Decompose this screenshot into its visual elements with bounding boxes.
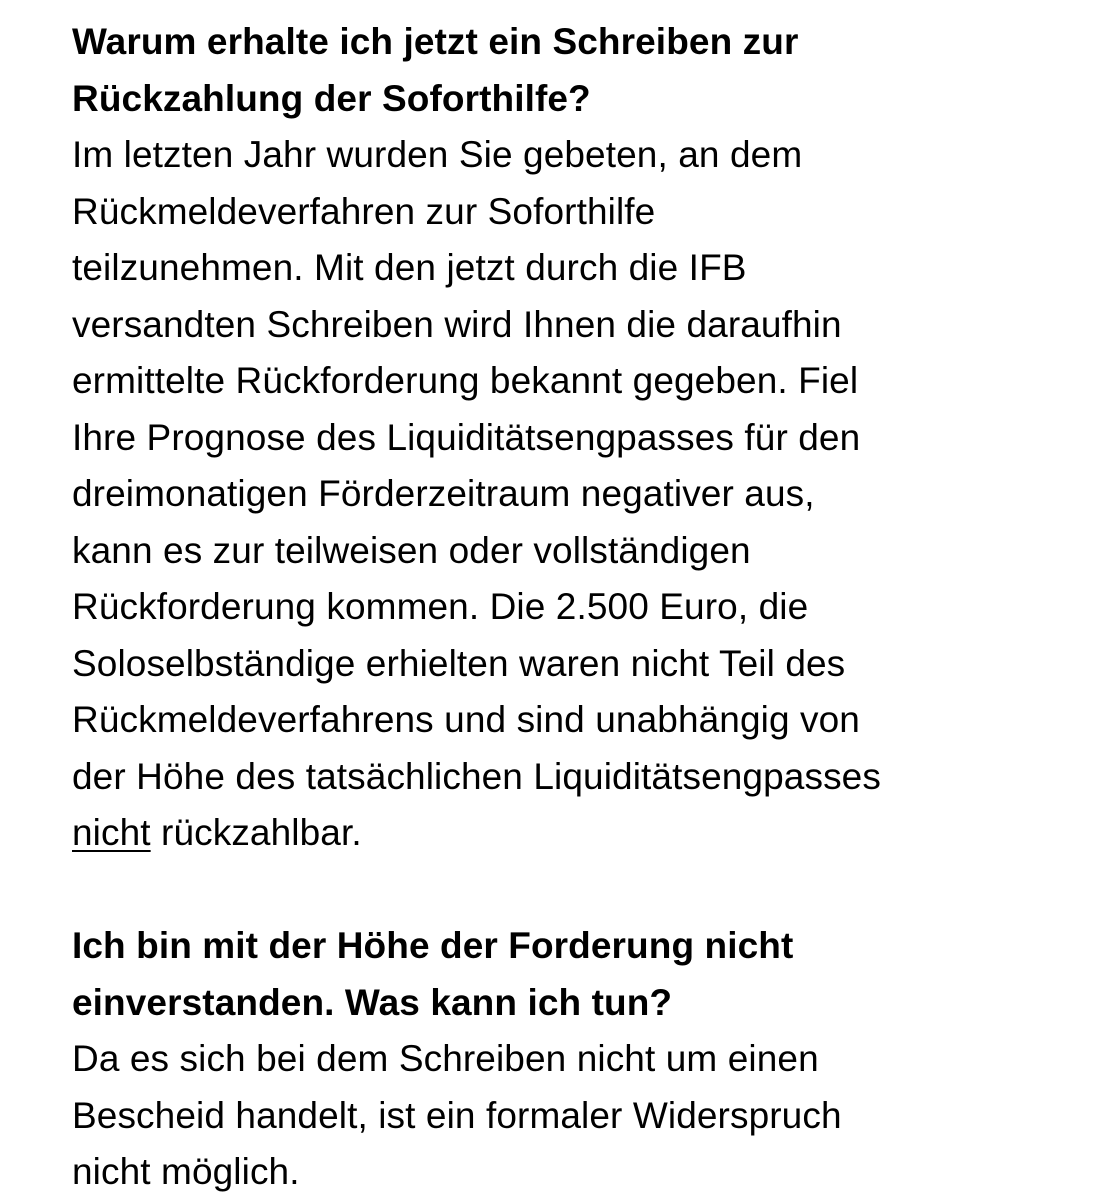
underlined-emphasis: nicht xyxy=(72,812,151,853)
faq-section-repayment-letter xyxy=(72,14,1072,862)
answer-line: ermittelte Rückforderung bekannt gegeben. Fiel xyxy=(72,360,859,401)
answer-line: Ihre Prognose des Liquiditätsengpasses für den xyxy=(72,416,861,458)
answer-line-rest: rückzahlbar. xyxy=(150,812,362,853)
faq-question xyxy=(72,14,1072,127)
question-line: Ich bin mit der Höhe der Forderung nicht xyxy=(72,925,794,966)
answer-line: dreimonatigen Förderzeitraum negativer aus, xyxy=(72,473,815,514)
answer-line: Im letzten Jahr wurden Sie gebeten, an dem xyxy=(72,134,803,175)
answer-line: Rückmeldeverfahren zur Soforthilfe xyxy=(72,190,656,232)
answer-line: Rückmeldeverfahrens und sind unabhängig von xyxy=(72,699,860,740)
answer-line: Soloselbständige erhielten waren nicht Teil des xyxy=(72,642,846,684)
faq-document xyxy=(72,14,1072,1201)
answer-line: Bescheid handelt, ist ein formaler Widerspruch xyxy=(72,1094,842,1136)
answer-line: Da es sich bei dem Schreiben nicht um einen xyxy=(72,1038,819,1079)
faq-answer xyxy=(72,1031,1072,1201)
faq-section-disagreement xyxy=(72,918,1072,1201)
faq-answer xyxy=(72,127,1072,862)
answer-line: nicht möglich. xyxy=(72,1151,300,1192)
section-spacer xyxy=(72,862,1072,919)
question-line: Warum erhalte ich jetzt ein Schreiben zur xyxy=(72,21,799,62)
faq-question xyxy=(72,918,1072,1031)
question-line: einverstanden. Was kann ich tun? xyxy=(72,981,673,1023)
answer-line: teilzunehmen. Mit den jetzt durch die IFB xyxy=(72,247,747,288)
question-line: Rückzahlung der Soforthilfe? xyxy=(72,77,591,119)
answer-line: Rückforderung kommen. Die 2.500 Euro, die xyxy=(72,586,809,627)
answer-line: der Höhe des tatsächlichen Liquiditätsengpasses xyxy=(72,755,881,797)
answer-line: versandten Schreiben wird Ihnen die daraufhin xyxy=(72,303,842,345)
answer-last-line xyxy=(72,805,1072,862)
answer-line: kann es zur teilweisen oder vollständigen xyxy=(72,529,751,571)
